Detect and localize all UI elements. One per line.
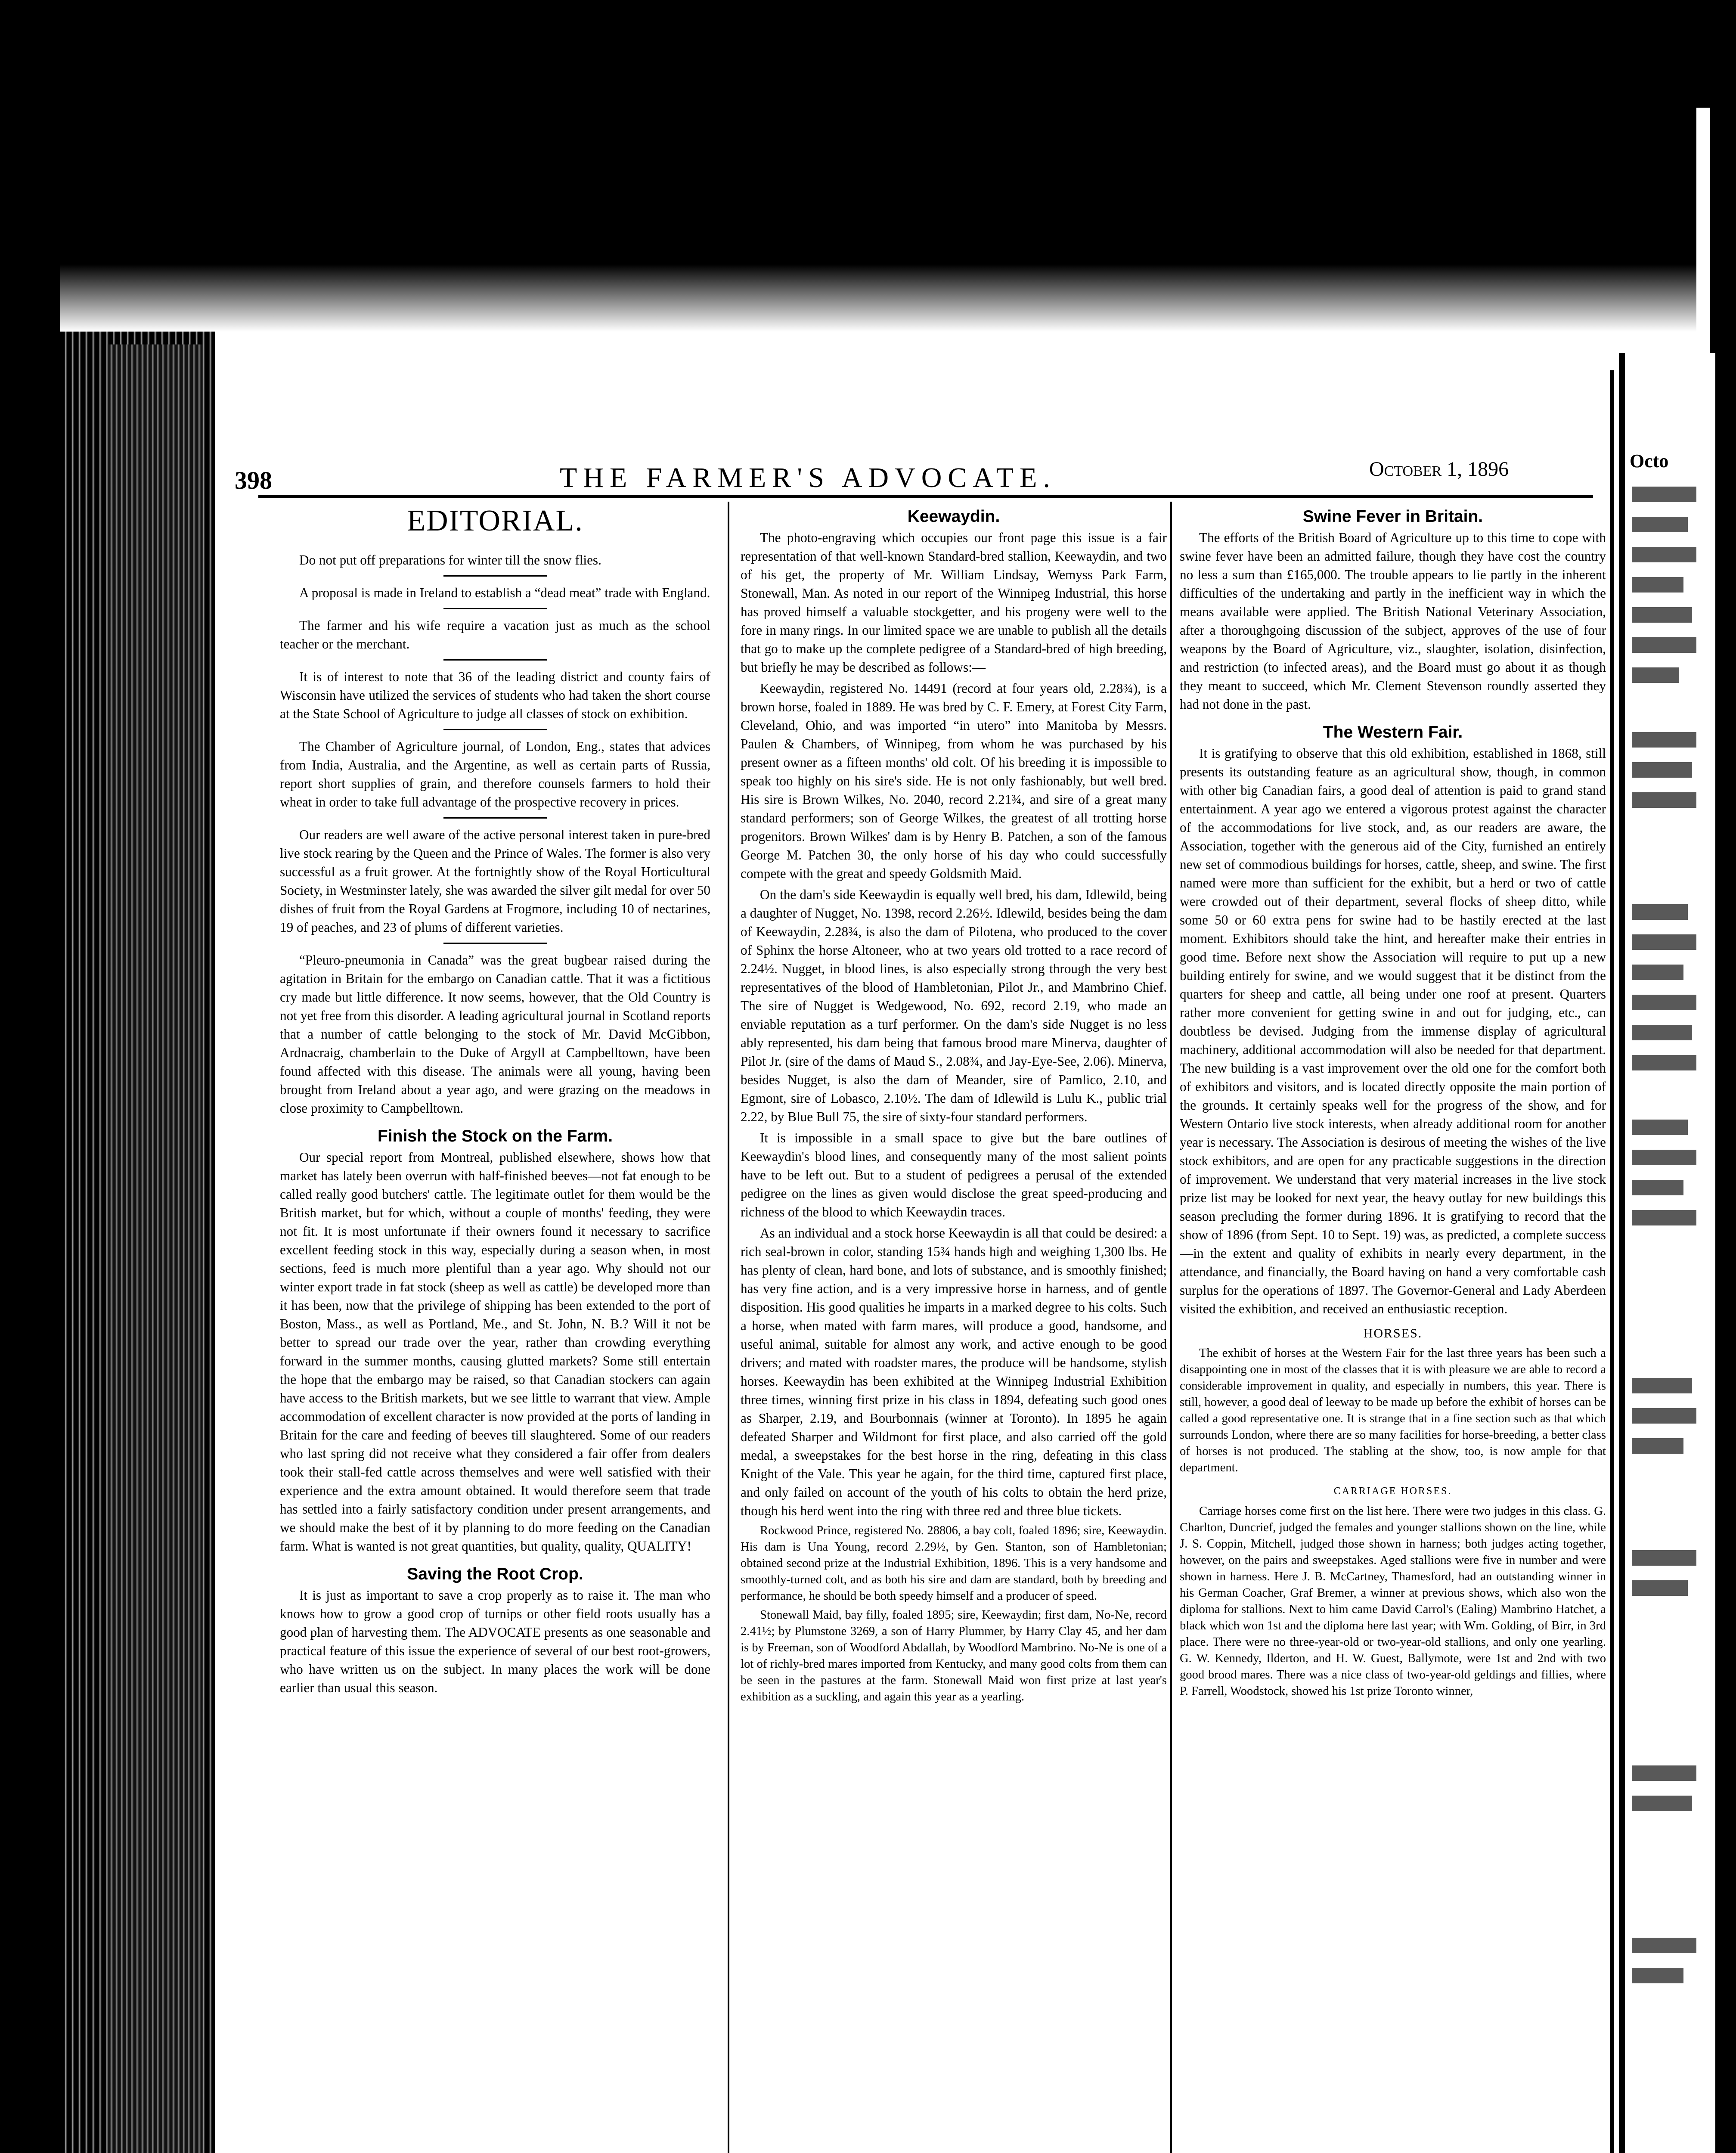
- subheading: CARRIAGE HORSES.: [1333, 1486, 1452, 1497]
- facing-page-text-line: [1632, 547, 1696, 562]
- facing-page-text-line: [1632, 1180, 1683, 1195]
- article-heading: Swine Fever in Britain.: [1302, 507, 1483, 526]
- facing-page-text-line: [1632, 1025, 1692, 1040]
- facing-page-text-line: [1632, 732, 1696, 748]
- masthead-title: THE FARMER'S ADVOCATE.: [560, 462, 1056, 493]
- facing-page-text-line: [1632, 607, 1692, 623]
- facing-page-text-line: [1632, 1120, 1688, 1135]
- column-editorial: [280, 504, 710, 2153]
- header-rule: [258, 495, 1593, 498]
- facing-page-text-line: [1632, 1378, 1692, 1393]
- facing-page-text-line: [1632, 1438, 1683, 1454]
- facing-page-text-line: [1632, 517, 1688, 532]
- facing-page-text-line: [1632, 577, 1683, 593]
- divider: [443, 575, 547, 577]
- book-spine-pages: [108, 344, 202, 2153]
- column-divider: [1170, 502, 1172, 2153]
- facing-page-text-line: [1632, 1765, 1696, 1781]
- article-paragraph: Stonewall Maid, bay filly, foaled 1895; sire, Keewaydin; first dam, No-Ne, record 2.41½; by Plumstone 3269, a son of Harry Plummer, by Harry Clay 45, and her dam is by Freeman, son of Woodford Abdallah, by Woodford Mambrino. No-Ne is one of a lot of richly-bred mares imported from Kentucky, and many good colts from them can be seen in the pastures at the farm. Stonewall Maid won first prize at last year's exhibition as a suckling, and again this year as a yearling.: [741, 1608, 1167, 1703]
- article-heading: Finish the Stock on the Farm.: [377, 1127, 613, 1145]
- article-paragraph: Keewaydin, registered No. 14491 (record at four years old, 2.28¾), is a brown horse, foaled in 1889. He was bred by C. F. Emery, at Forest City Farm, Cleveland, Ohio, and was imported “in utero” into Manitoba by Messrs. Paulen & Chambers, of Winnipeg, from whom he was purchased by his present owner as a fifteen months' old colt. Of his breeding it is impossible to speak too highly on his sire's side. He is not only fashionably, but well bred. His sire is Brown Wilkes, No. 2040, record 2.21¾, and sire of a great many standard performers; son of George Wilkes, the greatest of all trotting horse progenitors. Brown Wilkes' dam is by Henry B. Patchen, a son of the famous George M. Patchen 30, the only horse of his day who could successfully compete with the great and speedy Goldsmith Maid.: [741, 681, 1167, 881]
- article-paragraph: As an individual and a stock horse Keewaydin is all that could be desired: a rich seal-brown in color, standing 15¾ hands high and weighing 1,300 lbs. He has plenty of clean, hard bone, and lots of substance, and is smoothly finished; has very fine action, and is a very impressive horse in harness, and of gentle disposition. His good qualities he imparts in a marked degree to his colts. Such a horse, when mated with farm mares, will produce a good, handsome, and useful animal, suitable for almost any work, and active enough to be good drivers; and mated with roadster mares, the produce will be handsome, stylish horses. Keewaydin has been exhibited at the Winnipeg Industrial Exhibition three times, winning first prize in his class in 1894, defeating such good ones as Sharper, 2.19, and Bourbonnais (winner at Toronto). In 1895 he again defeated Sharper and Wildmont for first place, and also carried off the gold medal, a sweepstakes for the best horse in the ring, defeating in this class Knight of the Vale. This year he again, for the third time, captured first place, and only failed on account of the youth of his colts to obtain the herd prize, though his herd went into the ring with three red and three blue tickets.: [741, 1225, 1167, 1518]
- article-heading: Keewaydin.: [907, 507, 1000, 526]
- facing-page-text-line: [1632, 965, 1683, 980]
- column-keewaydin: [741, 504, 1167, 2153]
- facing-page-text-line: [1632, 904, 1688, 920]
- book-top-shadow: [60, 108, 1696, 332]
- facing-page-text-line: [1632, 1938, 1696, 1953]
- facing-page-text-line: [1632, 1150, 1696, 1165]
- editorial-note: Do not put off preparations for winter till the snow flies.: [299, 552, 601, 568]
- divider: [443, 608, 547, 609]
- facing-page-text-line: [1632, 1580, 1688, 1596]
- facing-page-text-line: [1632, 1550, 1696, 1566]
- page-number: 398: [235, 466, 272, 494]
- article-paragraph: It is impossible in a small space to give but the bare outlines of Keewaydin's blood lines, and consequently many of the most salient points have to be left out. But to a student of pedigrees a perusal of the extended pedigree on the lines as given would disclose the great speed-producing and richness of the blood to which Keewaydin traces.: [741, 1130, 1167, 1219]
- scan-border-top: [0, 0, 1736, 108]
- facing-page-text-line: [1632, 637, 1696, 653]
- editorial-note: The farmer and his wife require a vacation just as much as the school teacher or the merchant.: [280, 618, 710, 651]
- divider: [443, 817, 547, 819]
- facing-page-text-line: [1632, 1210, 1696, 1225]
- facing-page-text-line: [1632, 995, 1696, 1010]
- editorial-note: It is of interest to note that 36 of the leading district and county fairs of Wisconsin have utilized the services of students who had taken the short course at the State School of Agriculture to judge all classes of stock on exhibition.: [280, 669, 710, 721]
- facing-page-text-line: [1632, 1055, 1696, 1070]
- issue-date: October 1, 1896: [1369, 458, 1509, 481]
- facing-page-text-line: [1632, 1408, 1696, 1424]
- facing-page-text-line: [1632, 1796, 1692, 1811]
- divider: [443, 943, 547, 944]
- article-body: Carriage horses come first on the list here. There were two judges in this class. G. Charlton, Duncrief, judged the females and younger stallions shown on the line, while J. S. Coppin, Mitchell, judged those shown in harness; both judges acting together, however, on the pairs and sweepstakes. Aged stallions were five in number and were shown in harness. Here J. B. McCartney, Thamesford, had an outstanding winner in his German Coacher, Graf Bremer, a winner at previous shows, which also won the diploma for stallions. Next to him came David Carrol's (Ealing) Mambrino Hatchet, a black which won 1st and the diploma here last year; with Wm. Golding, of Birr, in 3rd place. There were no three-year-old or two-year-old stallions, and only one yearling. G. W. Kennedy, Ilderton, and H. W. Guest, Ballymote, were 1st and 2nd with two good brood mares. There was a nice class of two-year-old geldings and fillies, where P. Farrell, Woodstock, showed his 1st prize Toronto winner,: [1180, 1505, 1606, 1698]
- subheading: HORSES.: [1363, 1326, 1423, 1340]
- article-paragraph: On the dam's side Keewaydin is equally well bred, his dam, Idlewild, being a daughter of Nugget, No. 1398, record 2.26½. Idlewild, besides being the dam of Keewaydin, 2.28¾, is also the dam of Pilotena, who produced to the cover of Sphinx the horse Altoneer, who at two years old trotted to a race record of 2.24½. Nugget, in blood lines, is also especially strong through the very best representatives of the blood of Hambletonian, Pilot Jr., and Mambrino Chief. The sire of Nugget is Wedgewood, No. 692, record 2.19, who made an enviable reputation as a turf performer. On the dam's side Nugget is no less ably represented, his dam being that famous brood mare Minerva, daughter of Pilot Jr. (sire of the dams of Maud S., 2.08¾, and Jay-Eye-See, 2.06). Minerva, besides Nugget, is also the dam of Meander, sire of Pamlico, 2.10, and Egmont, sire of Lobasco, 2.10½. The dam of Idlewild is Lulu K., public trial 2.22, by Blue Bull 75, the sire of sixty-four standard performers.: [741, 887, 1167, 1124]
- editorial-note: “Pleuro-pneumonia in Canada” was the great bugbear raised during the agitation in Britain for the embargo on Canadian cattle. That it was a fictitious cry made but little difference. It now seems, however, that the Old Country is not yet free from this disorder. A leading agricultural journal in Scotland reports that a number of cattle belonging to the stock of Mr. David McGibbon, Ardnacraig, chamberlain to the Duke of Argyll at Campbelltown, have been found affected with this disease. The animals were all young, having been brought from Ireland about a year ago, and were grazing on the meadows in close proximity to Campbelltown.: [280, 952, 710, 1116]
- facing-page-text-line: [1632, 487, 1696, 502]
- column-swine-fair: [1180, 504, 1606, 2153]
- article-paragraph: Rockwood Prince, registered No. 28806, a bay colt, foaled 1896; sire, Keewaydin. His dam is Una Young, record 2.29½, by Gen. Stanton, son of Hambletonian; obtained second prize at the Industrial Exhibition, 1896. This is a very handsome and smoothly-turned colt, and as both his sire and dam are standard, both by breeding and performance, he should be both speedy himself and a producer of speed.: [741, 1524, 1167, 1603]
- facing-page-fragment: [1619, 353, 1715, 2153]
- article-heading: The Western Fair.: [1323, 723, 1463, 741]
- facing-page-text-line: [1632, 762, 1692, 778]
- facing-page-text-line: [1632, 934, 1696, 950]
- column-divider: [728, 502, 729, 2153]
- page-gutter-edge: [1610, 370, 1614, 2153]
- facing-page-text-line: [1632, 667, 1679, 683]
- article-body: It is gratifying to observe that this old exhibition, established in 1868, still presents its outstanding feature as an agricultural show, though, in common with other big Canadian fairs, a good deal of attention is paid to grand stand entertainment. A year ago we entered a vigorous protest against the character of the accommodations for live stock, and, as our readers are aware, the Association, together with the generous aid of the City, furnished an entirely new set of commodious buildings for horses, cattle, sheep, and swine. The first named were more than sufficient for the exhibit, but a herd or two of cattle were crowded out of their department, several flocks of sheep ditto, while some 50 or 60 extra pens for swine had to be hastily erected at the last moment. Exhibitors should take the hint, and hereafter make their entries in good time. Before next show the Association will require to put up a new building entirely for swine, and we would suggest that it be distinct from the quarters for sheep and cattle, all being under one roof at present. Quarters rather more convenient for getting swine in and out for judging, etc., can doubtless be devised. Judging from the immense display of agricultural machinery, additional accommodation will also be needed for that department. The new building is a vast improvement over the old one for the comfort both of exhibitors and visitors, and is located directly opposite the main portion of the grounds. It certainly speaks well for the progress of the show, and for Western Ontario live stock interests, when already additional room for another year is necessary. The Association is desirous of meeting the wishes of the live stock exhibitors, and are open for any practicable suggestions in the direction of improvement. We understand that very material increases in the live stock prize list may be looked for next year, the heavy outlay for new buildings this season precluding the former during 1896. It is gratifying to record that the show of 1896 (from Sept. 10 to Sept. 19) was, as predicted, a complete success—in the extent and quality of exhibits in nearly every department, in the attendance, and financially, the Board having on hand a very comfortable cash surplus for the operations of 1897. The Governor-General and Lady Aberdeen visited the exhibition, and received an enthusiastic reception.: [1180, 746, 1606, 1316]
- divider: [443, 729, 547, 730]
- editorial-note: A proposal is made in Ireland to establish a “dead meat” trade with England.: [299, 585, 710, 600]
- article-paragraph: The photo-engraving which occupies our front page this issue is a fair representation of that well-known Standard-bred stallion, Keewaydin, and two of his get, the property of Mr. William Lindsay, Wemyss Park Farm, Stonewall, Man. As noted in our report of the Winnipeg Industrial, this horse has proved himself a valuable stockgetter, and his progeny were well to the fore in many rings. In our limited space we are unable to publish all the details that go to make up the complete pedigree of a Standard-bred of high breeding, but briefly he may be described as follows:—: [741, 530, 1167, 675]
- article-body: It is just as important to save a crop properly as to raise it. The man who knows how to grow a good crop of turnips or other field roots usually has a good plan of harvesting them. The ADVOCATE presents as one seasonable and practical feature of this issue the experience of several of our best root-growers, who have written us on the subject. In many places the work will be done earlier than usual this season.: [280, 1588, 710, 1695]
- facing-page-header: Octo: [1630, 450, 1669, 472]
- facing-page-text-line: [1632, 792, 1696, 808]
- editorial-note: Our readers are well aware of the active personal interest taken in pure-bred live stock rearing by the Queen and the Prince of Wales. The former is also very successful as a fruit grower. At the fortnightly show of the Royal Horticultural Society, in Westminster lately, she was awarded the silver gilt medal for over 50 dishes of fruit from the Royal Gardens at Frogmore, including 10 of nectarines, 19 of peaches, and 23 of plums of different varieties.: [280, 827, 710, 935]
- facing-page-text-line: [1632, 1968, 1683, 1983]
- section-title: EDITORIAL.: [407, 504, 583, 537]
- editorial-note: The Chamber of Agriculture journal, of London, Eng., states that advices from India, Australia, and the Argentine, as well as certain parts of Russia, report short supplies of grain, and therefore counsels farmers to hold their wheat in order to take full advantage of the prospective recovery in prices.: [280, 739, 710, 810]
- article-body: The exhibit of horses at the Western Fair for the last three years has been such a disappointing one in most of the classes that it is with pleasure we are able to record a considerable improvement in quality, and especially in numbers, this year. There is still, however, a good deal of leeway to be made up before the exhibit of horses can be called a good representative one. It is strange that in a fine section such as that which surrounds London, where there are so many facilities for horse-breeding, a better class of horses is not produced. The stabling at the show, too, is now ample for that department.: [1180, 1346, 1606, 1474]
- scan-border-left: [0, 0, 60, 2153]
- article-body: Our special report from Montreal, published elsewhere, shows how that market has lately been overrun with half-finished beeves—not fat enough to be called really good butchers' cattle. The legitimate outlet for them would be the British market, but for which, without a couple of months' feeding, they were not fit. It is most unfortunate if their owners found it necessary to sacrifice excellent feeding stock in this way, especially during a season when, in most sections, feed is much more plentiful than a year ago. Why should not our winter export trade in fat stock (sheep as well as cattle) be developed more than it has been, now that the privilege of shipping has been extended to the port of Boston, Mass., as well as Portland, Me., and St. John, N. B.? Will it not be better to spread our trade over the year, rather than crowding everything forward in the summer months, causing glutted markets? Some still entertain the hope that the embargo may be raised, so that Canadian stockers can again have access to the British markets, but we see little to warrant that view. Ample accommodation of excellent character is now provided at the ports of landing in Britain for the care and feeding of beeves till slaughtered. Some of our readers who last spring did not receive what they considered a fair offer from dealers took their stall-fed cattle across themselves and were well satisfied with their experience and the extra amount obtained. It would therefore seem that trade has settled into a fairly satisfactory condition under present arrangements, and we should make the best of it by planning to do more feeding on the Canadian farm. What is wanted is not great quantities, but quality, quality, QUALITY!: [280, 1150, 710, 1554]
- divider: [443, 659, 547, 661]
- article-body: The efforts of the British Board of Agriculture up to this time to cope with swine fever have been an admitted failure, though they have cost the country no less a sum than £165,000. The trouble appears to lie partly in the inherent difficulties of the undertaking and partly in the inefficient way in which the means available were applied. The British National Veterinary Association, after a thoroughgoing discussion of the subject, approves of the use of four weapons by the Board of Agriculture, viz., slaughter, isolation, disinfection, and restriction (to infected areas), and the Board must go about it as though they meant to succeed, which Mr. Clement Stevenson roundly asserted they had not done in the past.: [1180, 530, 1606, 712]
- article-heading: Saving the Root Crop.: [407, 1565, 583, 1583]
